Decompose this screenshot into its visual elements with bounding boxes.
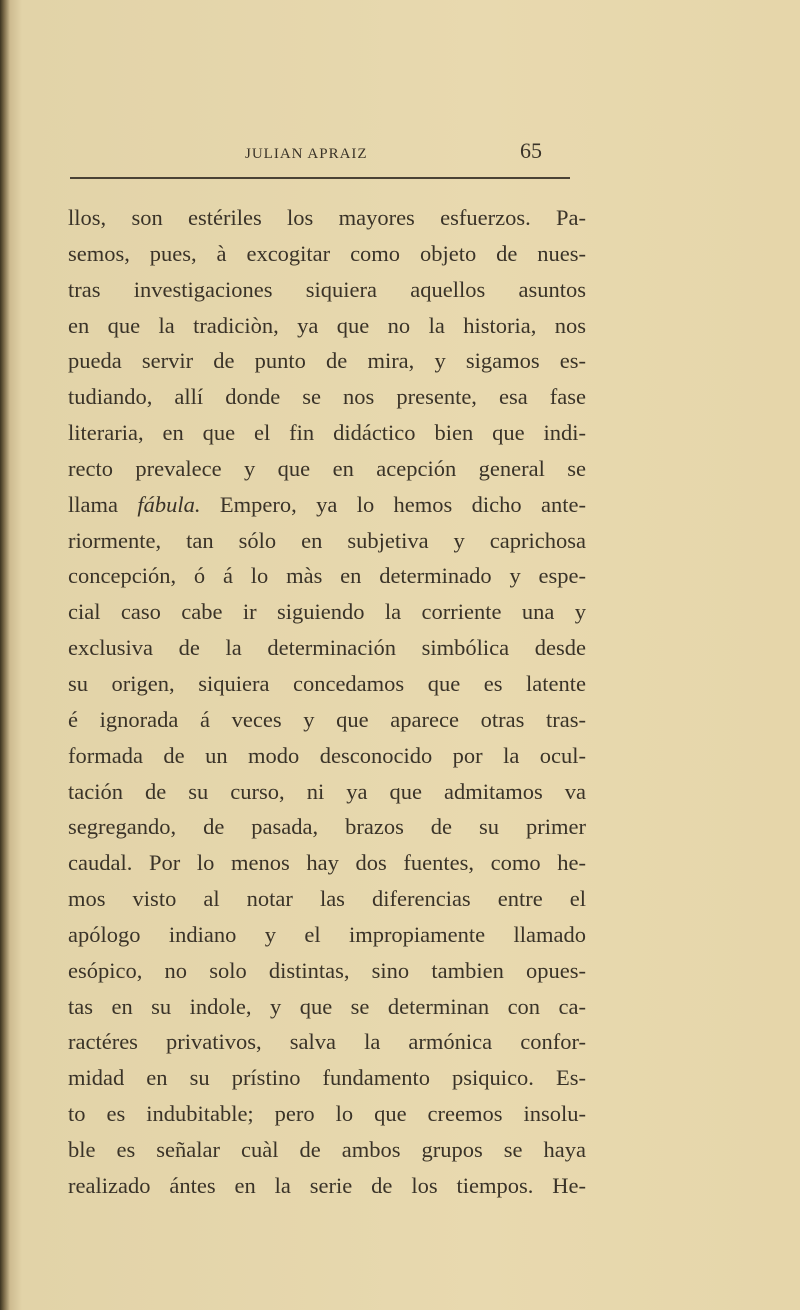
text-line: realizado ántes en la serie de los tiempos. He- xyxy=(68,1172,586,1198)
text-line: riormente, tan sólo en subjetiva y caprichosa xyxy=(68,527,586,553)
text-line: pueda servir de punto de mira, y sigamos es- xyxy=(68,348,586,374)
text-fragment: Empero, ya lo hemos dicho ante- xyxy=(200,491,586,517)
text-line xyxy=(68,487,586,523)
header-rule xyxy=(70,177,570,179)
text-line: tudiando, allí donde se nos presente, esa fase xyxy=(68,384,586,410)
body-text xyxy=(68,200,586,1204)
text-line: midad en su prístino fundamento psiquico. Es- xyxy=(68,1065,586,1091)
text-line: cial caso cabe ir siguiendo la corriente una y xyxy=(68,599,586,625)
text-line: semos, pues, à excogitar como objeto de nues- xyxy=(68,240,586,266)
text-line: to es indubitable; pero lo que creemos insolu- xyxy=(68,1101,586,1127)
text-line: segregando, de pasada, brazos de su primer xyxy=(68,814,586,840)
text-line: tas en su indole, y que se determinan con ca- xyxy=(68,993,586,1019)
text-line: en que la tradiciòn, ya que no la historia, nos xyxy=(68,312,586,338)
text-line: apólogo indiano y el impropiamente llamado xyxy=(68,921,586,947)
text-line: exclusiva de la determinación simbólica desde xyxy=(68,635,586,661)
running-head xyxy=(70,138,570,168)
text-line: é ignorada á veces y que aparece otras tras- xyxy=(68,706,586,732)
text-line: formada de un modo desconocido por la ocul- xyxy=(68,742,586,768)
text-line: mos visto al notar las diferencias entre el xyxy=(68,886,586,912)
page-number: 65 xyxy=(520,138,542,163)
text-line: recto prevalece y que en acepción general se xyxy=(68,455,586,481)
text-line: tras investigaciones siquiera aquellos asuntos xyxy=(68,276,586,302)
running-head-author: JULIAN APRAIZ xyxy=(245,146,368,162)
text-line: su origen, siquiera concedamos que es latente xyxy=(68,670,586,696)
text-line: ractéres privativos, salva la armónica confor- xyxy=(68,1029,586,1055)
text-line: llos, son estériles los mayores esfuerzos. Pa- xyxy=(68,205,586,230)
text-line: ble es señalar cuàl de ambos grupos se haya xyxy=(68,1136,586,1162)
italic-term: fábula. xyxy=(137,491,201,517)
text-fragment: llama xyxy=(68,491,138,517)
text-line: caudal. Por lo menos hay dos fuentes, como he- xyxy=(68,850,586,876)
text-line: concepción, ó á lo màs en determinado y espe- xyxy=(68,563,586,589)
text-line: literaria, en que el fin didáctico bien que indi- xyxy=(68,420,586,446)
text-line: esópico, no solo distintas, sino tambien opues- xyxy=(68,957,586,983)
text-line: tación de su curso, ni ya que admitamos va xyxy=(68,778,586,804)
